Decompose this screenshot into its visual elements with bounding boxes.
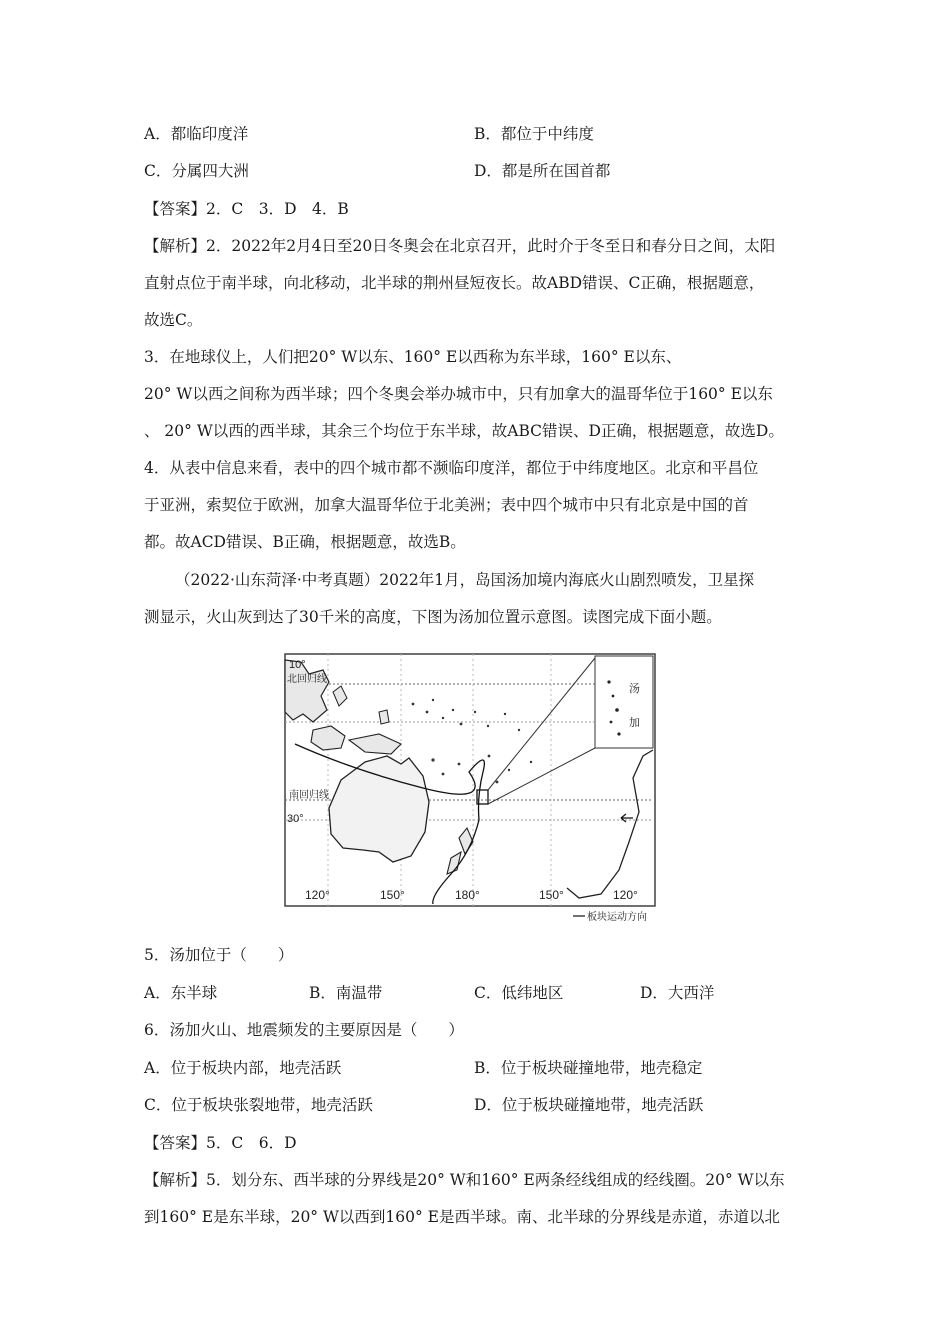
lat-label-30: 30° — [287, 813, 304, 825]
analysis-text: 都。故ACD错误、B正确，根据题意，故选B。 — [144, 533, 466, 551]
q5-option-c: C．低纬地区 — [474, 984, 564, 1002]
analysis-text: 3．在地球仪上，人们把20° W以东、160° E以西称为东半球，160° E以东、 — [144, 348, 682, 366]
analysis-text: 于亚洲，索契位于欧洲，加拿大温哥华位于北美洲；表中四个城市中只有北京是中国的首 — [144, 496, 749, 514]
option-b: B．都位于中纬度 — [474, 125, 594, 143]
lon-label: 150° — [380, 888, 405, 902]
analysis-text: 4．从表中信息来看，表中的四个城市都不濒临印度洋，都位于中纬度地区。北京和平昌位 — [144, 459, 759, 477]
tonga-location-map — [283, 652, 663, 924]
lon-label: 150° — [539, 888, 564, 902]
lat-label-10: 10° — [289, 659, 306, 671]
tonga-label: 汤 — [629, 683, 640, 695]
tonga-label: 加 — [629, 717, 640, 729]
q6-option-c: C．位于板块张裂地带，地壳活跃 — [144, 1096, 373, 1114]
answer-line: 【答案】5．C 6．D — [144, 1134, 297, 1152]
analysis-text: 【解析】5．划分东、西半球的分界线是20° W和160° E两条经线组成的经线圈。20° W以东 — [144, 1171, 785, 1189]
intro-text: 测显示，火山灰到达了30千米的高度，下图为汤加位置示意图。读图完成下面小题。 — [144, 608, 722, 626]
intro-text: （2022·山东菏泽·中考真题）2022年1月，岛国汤加境内海底火山剧烈喷发，卫星探 — [175, 571, 755, 589]
q6-option-b: B．位于板块碰撞地带，地壳稳定 — [474, 1059, 703, 1077]
analysis-text: 20° W以西之间称为西半球；四个冬奥会举办城市中，只有加拿大的温哥华位于160° E以东 — [144, 385, 773, 403]
question-5-stem: 5．汤加位于（ ） — [144, 946, 294, 964]
analysis-text: 、 20° W以西的西半球，其余三个均位于东半球，故ABC错误、D正确，根据题意，故选D。 — [144, 422, 784, 440]
island — [379, 710, 389, 724]
q6-option-d: D．位于板块碰撞地带，地壳活跃 — [474, 1096, 704, 1114]
q5-option-d: D．大西洋 — [640, 984, 715, 1002]
analysis-text: 直射点位于南半球，向北移动，北半球的荆州昼短夜长。故ABD错误、C正确，根据题意， — [144, 274, 765, 292]
south-tropic-label: 南回归线 — [289, 790, 329, 801]
lon-label: 180° — [455, 888, 480, 902]
q6-option-a: A．位于板块内部，地壳活跃 — [144, 1059, 342, 1077]
answer-line: 【答案】2．C 3．D 4．B — [144, 200, 349, 218]
north-tropic-label: 北回归线 — [287, 674, 327, 685]
analysis-text: 故选C。 — [144, 311, 203, 329]
analysis-text: 到160° E是东半球，20° W以西到160° E是西半球。南、北半球的分界线是赤道，赤道以北 — [144, 1208, 780, 1226]
legend-label: 板块运动方向 — [587, 912, 647, 923]
option-c: C．分属四大洲 — [144, 162, 249, 180]
option-d: D．都是所在国首都 — [474, 162, 611, 180]
lon-label: 120° — [305, 888, 330, 902]
question-6-stem: 6．汤加火山、地震频发的主要原因是（ ） — [144, 1021, 464, 1039]
q5-option-a: A．东半球 — [144, 984, 218, 1002]
lon-label: 120° — [613, 888, 638, 902]
option-a: A．都临印度洋 — [144, 125, 249, 143]
analysis-text: 【解析】2．2022年2月4日至20日冬奥会在北京召开，此时介于冬至日和春分日之间，太阳 — [144, 237, 776, 255]
q5-option-b: B．南温带 — [309, 984, 383, 1002]
